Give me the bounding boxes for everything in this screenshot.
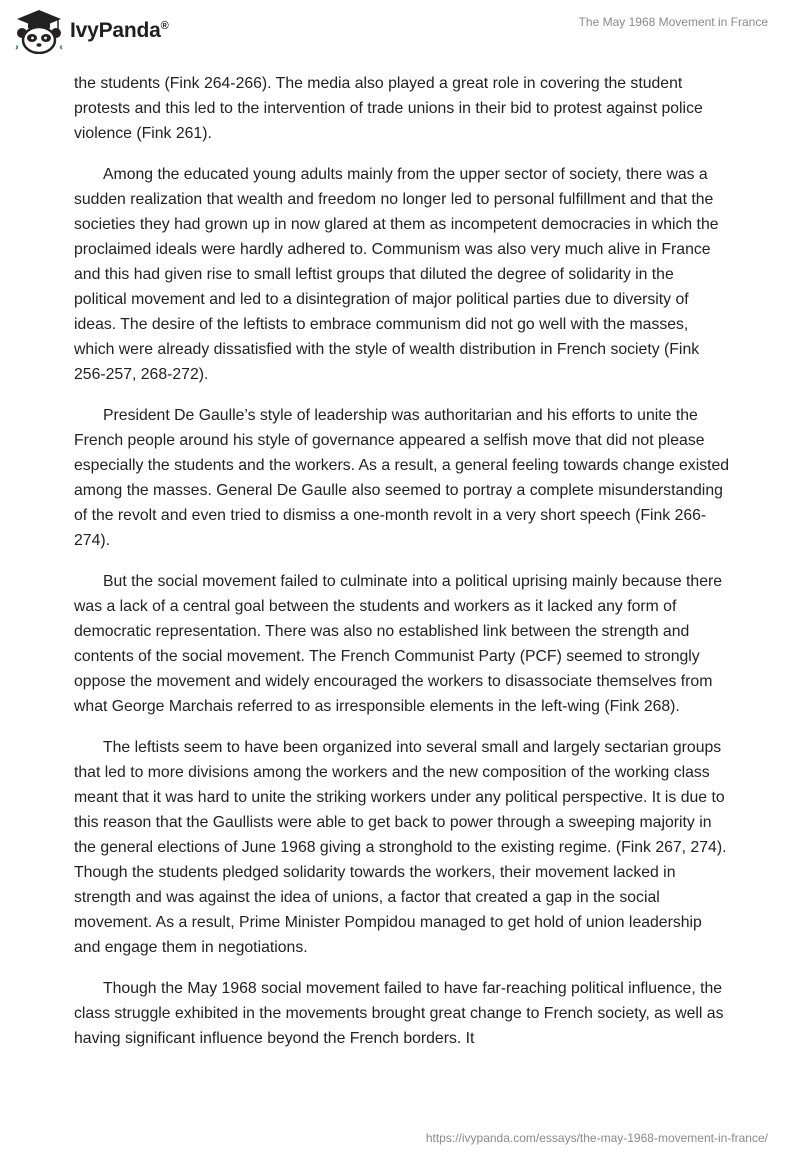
- paragraph: But the social movement failed to culminate into a political uprising mainly because there was a lack of a central goal between the students and workers as it lacked any form of democratic representation. There was also no established link between the strength and contents of the social movement. The French Communist Party (PCF) seemed to strongly oppose the movement and widely encouraged the workers to disassociate themselves from what George Marchais referred to as irresponsible elements in the left-wing (Fink 268).: [74, 573, 723, 715]
- paragraph: Among the educated young adults mainly from the upper sector of society, there was a sudden realization that wealth and freedom no longer led to personal fulfillment and that the societies they had grown up in now glared at them as incompetent democracies in which the proclaimed ideals were hardly adhered to. Communism was also very much alive in France and this had given rise to small leftist groups that diluted the degree of solidarity in the political movement and led to a disintegration of major political parties due to diversity of ideas. The desire of the leftists to embrace communism did not go well with the masses, which were already dissatisfied with the style of wealth distribution in French society (Fink 256-257, 268-272).: [74, 166, 719, 383]
- essay-body: [74, 71, 730, 1067]
- panda-graduate-icon: [14, 8, 64, 54]
- document-title: The May 1968 Movement in France: [578, 15, 768, 29]
- paragraph: the students (Fink 264-266). The media also played a great role in covering the student protests and this led to the intervention of trade unions in their bid to protest against police violence (Fink 261).: [74, 75, 703, 142]
- source-url[interactable]: https://ivypanda.com/essays/the-may-1968-movement-in-france/: [425, 1131, 768, 1145]
- brand-logo[interactable]: [14, 8, 169, 54]
- paragraph: The leftists seem to have been organized into several small and largely sectarian groups that led to more divisions among the workers and the new composition of the working class meant that it was hard to unite the striking workers under any political perspective. It is due to this reason that the Gaullists were able to get back to power through a sweeping majority in the general elections of June 1968 giving a stronghold to the existing regime. (Fink 267, 274). Though the students pledged solidarity towards the workers, their movement lacked in strength and was against the idea of unions, a factor that created a gap in the social movement. As a result, Prime Minister Pompidou managed to get hold of union leadership and engage them in negotiations.: [74, 739, 727, 956]
- brand-name: IvyPanda®: [70, 19, 169, 42]
- page-header: [0, 0, 800, 70]
- paragraph: President De Gaulle’s style of leadership was authoritarian and his efforts to unite the French people around his style of governance appeared a selfish move that did not please especially the students and the workers. As a result, a general feeling towards change existed among the masses. General De Gaulle also seemed to portray a complete misunderstanding of the revolt and even tried to dismiss a one-month revolt in a very short speech (Fink 266-274).: [74, 407, 730, 549]
- paragraph: Though the May 1968 social movement failed to have far-reaching political influence, the class struggle exhibited in the movements brought great change to French society, as well as having significant influence beyond the French borders. It: [74, 980, 724, 1047]
